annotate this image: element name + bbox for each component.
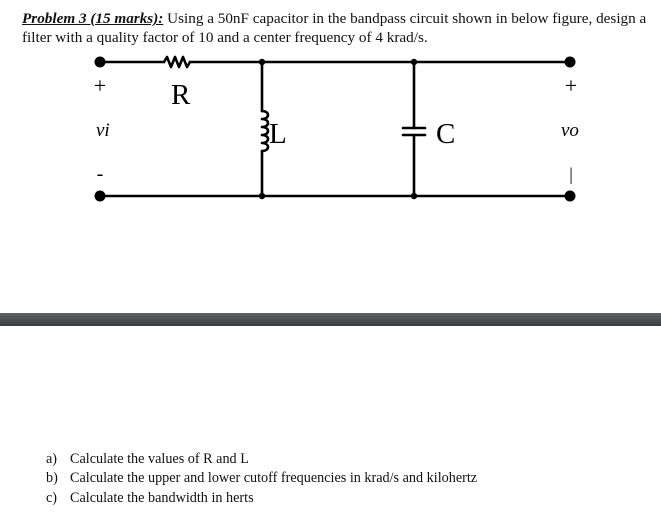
output-terminal-top — [565, 57, 576, 68]
question-item — [46, 450, 477, 469]
inductor-coil — [262, 111, 268, 151]
junction-node — [411, 59, 417, 65]
problem-text: Using a 50nF capacitor in the bandpass circuit shown in below figure, design a filter with a quality factor of 10 and a center frequency of 4 krad/s. — [22, 10, 647, 46]
question-marker: c) — [46, 489, 58, 506]
resistor-symbol — [164, 57, 190, 67]
junction-node — [411, 193, 417, 199]
question-list — [46, 450, 477, 508]
resistor-label: R — [171, 79, 191, 111]
input-minus-label: - — [96, 163, 104, 185]
bandpass-circuit-diagram — [0, 0, 661, 240]
input-voltage-label: vi — [96, 120, 110, 141]
inductor-label: L — [269, 118, 287, 150]
question-marker: b) — [46, 470, 58, 487]
output-plus-label: + — [564, 73, 578, 98]
question-item — [46, 489, 477, 508]
output-terminal-bottom — [565, 191, 576, 202]
input-terminal-top — [95, 57, 106, 68]
input-terminal-bottom — [95, 191, 106, 202]
divider-bar — [0, 313, 661, 326]
question-item — [46, 469, 477, 488]
question-text: Calculate the values of R and L — [70, 451, 249, 467]
question-text: Calculate the bandwidth in herts — [70, 489, 254, 506]
input-plus-label: + — [93, 73, 107, 98]
problem-heading: Problem 3 (15 marks): — [22, 10, 164, 27]
output-voltage-label: vo — [561, 120, 579, 141]
question-marker: a) — [46, 451, 58, 467]
junction-node — [259, 193, 265, 199]
capacitor-label: C — [436, 118, 456, 150]
junction-node — [259, 59, 265, 65]
question-text: Calculate the upper and lower cutoff frequencies in krad/s and kilohertz — [70, 470, 478, 487]
output-minus-label: | — [569, 164, 573, 184]
